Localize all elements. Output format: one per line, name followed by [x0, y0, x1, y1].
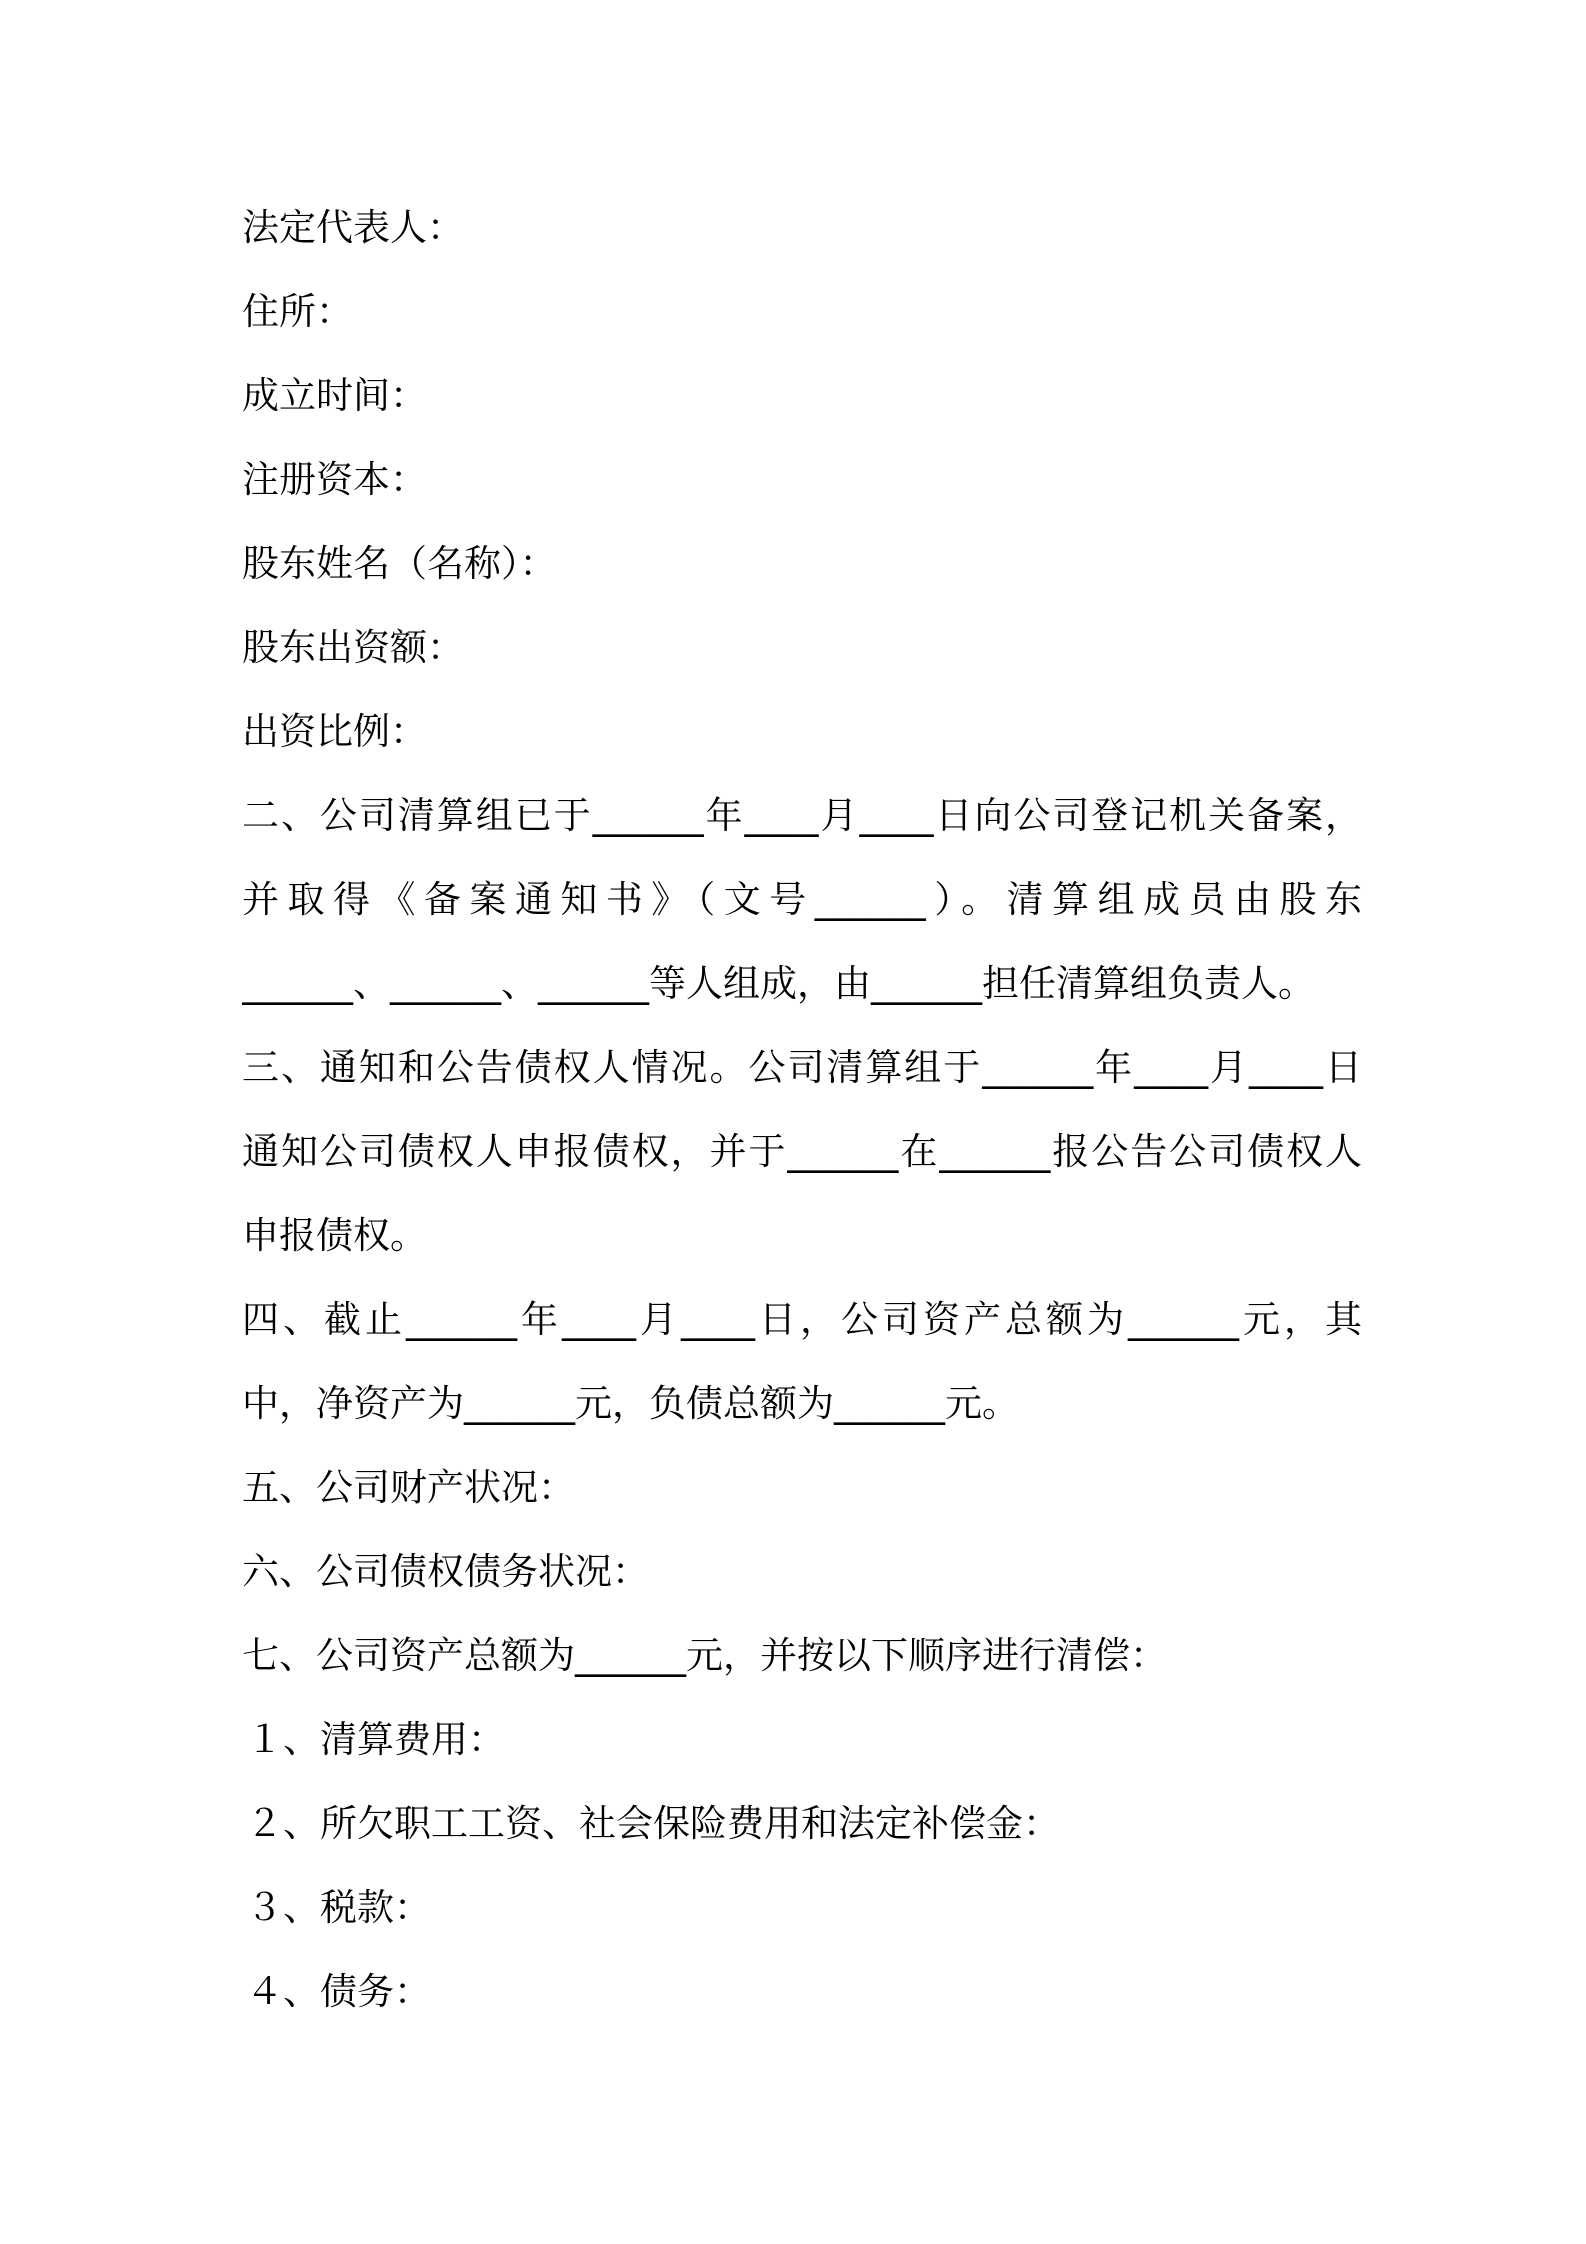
- section-5: 五、公司财产状况：: [242, 1466, 575, 1509]
- field-established-date: 成立时间：: [242, 374, 427, 417]
- field-shareholder-contribution: 股东出资额：: [242, 626, 464, 669]
- section-4-line-2: 中，净资产为______元，负债总额为______元。: [242, 1382, 1019, 1425]
- field-legal-representative: 法定代表人：: [242, 206, 464, 249]
- section-7: 七、公司资产总额为______元，并按以下顺序进行清偿：: [242, 1634, 1167, 1677]
- repayment-item: １、清算费用：: [246, 1718, 505, 1761]
- section-2-line-3: ______、______、______等人组成，由______担任清算组负责人。: [242, 962, 1315, 1005]
- section-3-line-2: 通知公司债权人申报债权，并于______在______报公告公司债权人: [242, 1130, 1362, 1173]
- field-contribution-ratio: 出资比例：: [242, 710, 427, 753]
- section-6: 六、公司债权债务状况：: [242, 1550, 649, 1593]
- repayment-item: ２、所欠职工工资、社会保险费用和法定补偿金：: [246, 1802, 1060, 1845]
- section-2-line-1: 二、公司清算组已于______年____月____日向公司登记机关备案，: [242, 794, 1362, 837]
- section-3-line-1: 三、通知和公告债权人情况。公司清算组于______年____月____日: [242, 1046, 1362, 1089]
- section-4-line-1: 四、截止______年____月____日，公司资产总额为______元，其: [242, 1298, 1362, 1341]
- field-registered-capital: 注册资本：: [242, 458, 427, 501]
- repayment-item: ３、税款：: [246, 1886, 431, 1929]
- section-3-line-3: 申报债权。: [242, 1214, 427, 1257]
- repayment-item: ４、债务：: [246, 1970, 431, 2013]
- section-2-line-2: 并取得《备案通知书》（文号______）。清算组成员由股东: [242, 878, 1362, 921]
- field-address: 住所：: [242, 290, 353, 333]
- field-shareholder-name: 股东姓名（名称）：: [242, 542, 557, 585]
